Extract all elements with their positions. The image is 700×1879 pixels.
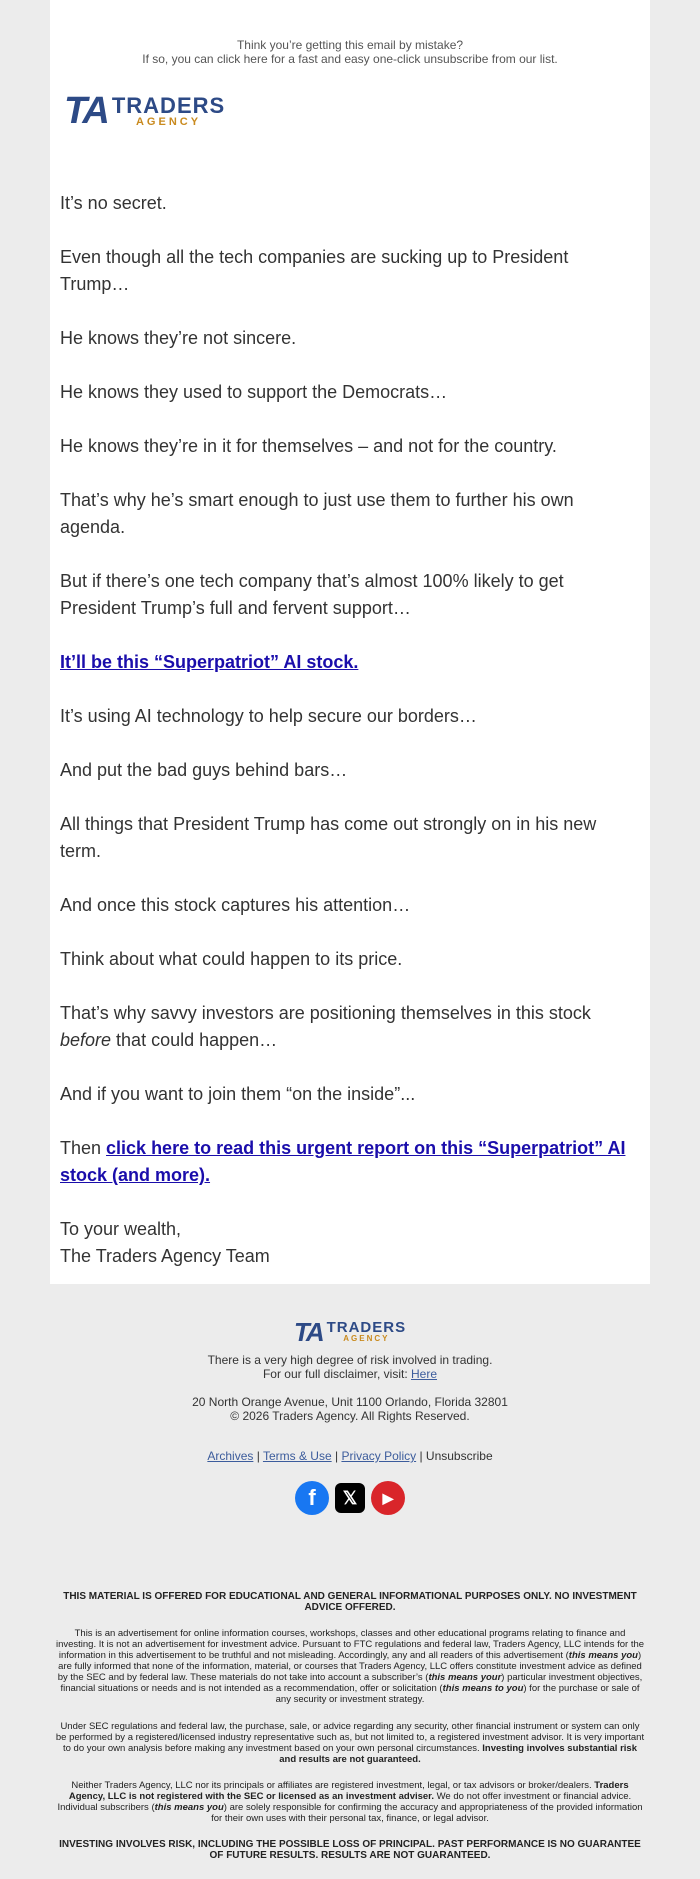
body-paragraph: He knows they’re in it for themselves – and not for the country. — [60, 436, 557, 456]
legal-closing: INVESTING INVOLVES RISK, INCLUDING THE POSSIBLE LOSS OF PRINCIPAL. PAST PERFORMANCE IS NO GUARANTEE OF FUTURE RESULTS. RESULTS ARE NOT GUARANTEED. — [59, 1839, 641, 1861]
logo-text-agency: AGENCY — [135, 116, 202, 128]
header-logo[interactable] — [64, 90, 225, 133]
body-paragraph: Think about what could happen to its price. — [60, 949, 403, 969]
facebook-icon[interactable]: f — [295, 1481, 329, 1515]
footer-logo[interactable] — [0, 1316, 700, 1347]
body-paragraph: That’s why he’s smart enough to just use them to further his own agenda. — [60, 490, 574, 537]
x-icon[interactable]: 𝕏 — [335, 1483, 365, 1513]
body-paragraph: Even though all the tech companies are sucking up to President Trump… — [60, 247, 569, 294]
logo-text-traders: TRADERS — [326, 1319, 407, 1336]
body-paragraph: Then click here to read this urgent report on this “Superpatriot” AI stock (and more). — [60, 1138, 626, 1185]
legal-paragraph-2: Under SEC regulations and federal law, the purchase, sale, or advice regarding any security, other financial instrument or system can only be performed by a registered/licensed industry representative such as, but not limited to, a registered investment advisor. It is very important to do your own analysis before making any investment based on your own personal circumstances. Investing involves substantial risk and results are not guaranteed. — [55, 1721, 645, 1765]
logo-mark: TA — [293, 1316, 323, 1347]
superpatriot-stock-link[interactable]: It’ll be this “Superpatriot” AI stock. — [60, 652, 359, 672]
privacy-link[interactable]: Privacy Policy — [341, 1449, 417, 1463]
body-paragraph: And put the bad guys behind bars… — [60, 760, 348, 780]
logo-text-traders: TRADERS — [111, 93, 226, 118]
body-paragraph: He knows they used to support the Democrats… — [60, 382, 448, 402]
legal-paragraph-1: This is an advertisement for online information courses, workshops, classes and other educational programs relating to finance and investing. It is not an advertisement for investment advice. Pursuant to FTC regulations and federal law, Traders Agency, LLC intends for the information in this advertisement to be truthful and not misleading. Accordingly, any and all readers of this advertisement (this means you) are fully informed that none of the information, material, or courses that Traders Agency, LLC offers constitute investment advice as defined by the SEC and by federal law. These materials do not take into account a subscriber’s (this means your) particular investment objectives, financial situations or needs and is not intended as a recommendation, offer or solicitation (this means to you) for the purchase or sale of any security or investment strategy. — [55, 1628, 645, 1705]
body-paragraph: It’s using AI technology to help secure our borders… — [60, 706, 477, 726]
terms-link[interactable]: Terms & Use — [262, 1449, 332, 1463]
unsubscribe-preheader-link[interactable]: If so, you can click here for a fast and easy one-click unsubscribe from our list. — [142, 52, 558, 66]
body-paragraph: That’s why savvy investors are positioning themselves in this stock before that could happen… — [60, 1003, 591, 1050]
copyright: © 2026 Traders Agency. All Rights Reserved. — [230, 1409, 470, 1423]
disclaimer-line: For our full disclaimer, visit: Here — [262, 1367, 438, 1381]
body-paragraph: It’s no secret. — [60, 193, 167, 213]
unsubscribe-link[interactable]: Unsubscribe — [425, 1449, 493, 1463]
legal-paragraph-3: Neither Traders Agency, LLC nor its principals or affiliates are registered investment, legal, or tax advisors or broker/dealers. Traders Agency, LLC is not registered with the SEC or licensed as an investment adviser. We do not offer investment or financial advice. Individual subscribers (this means you) are solely responsible for confirming the accuracy and appropriateness of the provided information for their own uses with their personal tax, finance, or legal advisor. — [57, 1780, 643, 1824]
body-paragraph: All things that President Trump has come out strongly on in his new term. — [60, 814, 597, 861]
email-body — [60, 190, 630, 1270]
body-paragraph: And if you want to join them “on the inside”... — [60, 1084, 416, 1104]
body-paragraph: But if there’s one tech company that’s almost 100% likely to get President Trump’s full and fervent support… — [60, 571, 564, 618]
legal-heading: THIS MATERIAL IS OFFERED FOR EDUCATIONAL AND GENERAL INFORMATIONAL PURPOSES ONLY. NO INVESTMENT ADVICE OFFERED. — [63, 1591, 637, 1613]
youtube-icon[interactable]: ▶ — [371, 1481, 405, 1515]
body-paragraph: He knows they’re not sincere. — [60, 328, 297, 348]
sign-off: To your wealth, The Traders Agency Team — [60, 1219, 270, 1266]
urgent-report-link[interactable]: click here to read this urgent report on this “Superpatriot” AI stock (and more). — [60, 1138, 626, 1185]
preheader-line-1: Think you’re getting this email by mistake? — [236, 38, 464, 52]
social-links — [0, 1481, 700, 1515]
address: 20 North Orange Avenue, Unit 1100 Orlando, Florida 32801 — [192, 1395, 508, 1409]
preheader — [50, 0, 650, 66]
footer-links: Archives | Terms & Use | Privacy Policy | Unsubscribe — [207, 1449, 493, 1463]
logo-text-agency: AGENCY — [343, 1334, 390, 1343]
footer — [0, 1316, 700, 1515]
risk-statement: There is a very high degree of risk involved in trading. — [207, 1353, 493, 1367]
logo-mark: TA — [64, 90, 108, 132]
archives-link[interactable]: Archives — [207, 1449, 254, 1463]
body-paragraph: And once this stock captures his attention… — [60, 895, 411, 915]
disclaimer-link[interactable]: Here — [411, 1367, 438, 1381]
email-card — [50, 0, 650, 1284]
